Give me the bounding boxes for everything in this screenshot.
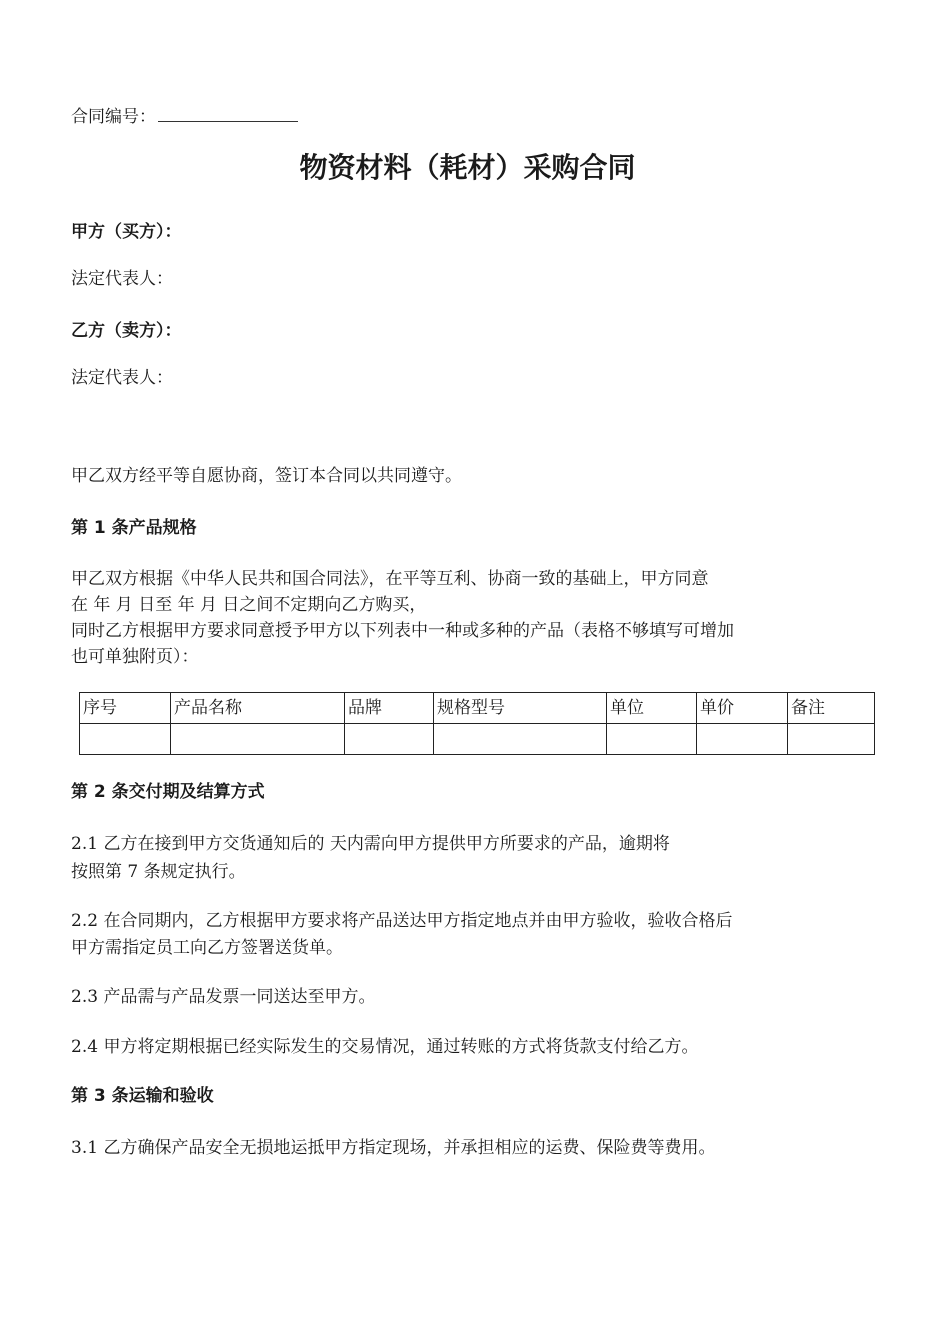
- column-header: 序号: [80, 693, 171, 724]
- party-b-representative: 法定代表人：: [71, 368, 173, 388]
- table-cell: [434, 724, 607, 755]
- article-1-heading: 第 1 条产品规格: [71, 518, 197, 538]
- article-2-2-line: 甲方需指定员工向乙方签署送货单。: [71, 938, 343, 958]
- product-table: [79, 692, 875, 755]
- contract-number-label: 合同编号：: [71, 107, 156, 127]
- contract-number-line: [71, 105, 298, 128]
- column-header: 规格型号: [434, 693, 607, 724]
- column-header: 单位: [607, 693, 697, 724]
- contract-number-blank: [158, 105, 298, 122]
- article-1-line: 甲乙双方根据《中华人民共和国合同法》，在平等互利、协商一致的基础上，甲方同意: [71, 569, 709, 589]
- table-cell: [697, 724, 788, 755]
- page-title: 物资材料（耗材）采购合同: [299, 151, 636, 184]
- table-cell: [788, 724, 875, 755]
- article-2-2-line: 2.2 在合同期内，乙方根据甲方要求将产品送达甲方指定地点并由甲方验收，验收合格后: [71, 911, 733, 931]
- article-1-line: 也可单独附页）：: [71, 647, 199, 667]
- column-header: 单价: [697, 693, 788, 724]
- intro-text: 甲乙双方经平等自愿协商，签订本合同以共同遵守。: [71, 466, 462, 486]
- party-a-label: 甲方（买方）：: [71, 222, 182, 242]
- column-header: 产品名称: [171, 693, 345, 724]
- table-cell: [80, 724, 171, 755]
- article-2-1-line: 按照第 7 条规定执行。: [71, 862, 246, 882]
- article-3-heading: 第 3 条运输和验收: [71, 1086, 214, 1106]
- article-3-1-text: 3.1 乙方确保产品安全无损地运抵甲方指定现场，并承担相应的运费、保险费等费用。: [71, 1138, 716, 1158]
- table-cell: [171, 724, 345, 755]
- table-cell: [607, 724, 697, 755]
- column-header: 备注: [788, 693, 875, 724]
- table-header-row: [80, 693, 875, 724]
- article-2-4-text: 2.4 甲方将定期根据已经实际发生的交易情况，通过转账的方式将货款支付给乙方。: [71, 1037, 699, 1057]
- article-1-line: 在 年 月 日至 年 月 日之间不定期向乙方购买，: [71, 595, 427, 615]
- article-2-heading: 第 2 条交付期及结算方式: [71, 782, 265, 802]
- article-1-line: 同时乙方根据甲方要求同意授予甲方以下列表中一种或多种的产品（表格不够填写可增加: [71, 621, 734, 641]
- article-2-1-line: 2.1 乙方在接到甲方交货通知后的 天内需向甲方提供甲方所要求的产品，逾期将: [71, 834, 670, 854]
- table-cell: [345, 724, 434, 755]
- article-2-3-text: 2.3 产品需与产品发票一同送达至甲方。: [71, 987, 376, 1007]
- party-a-representative: 法定代表人：: [71, 269, 173, 289]
- party-b-label: 乙方（卖方）：: [71, 321, 182, 341]
- table-row: [80, 724, 875, 755]
- column-header: 品牌: [345, 693, 434, 724]
